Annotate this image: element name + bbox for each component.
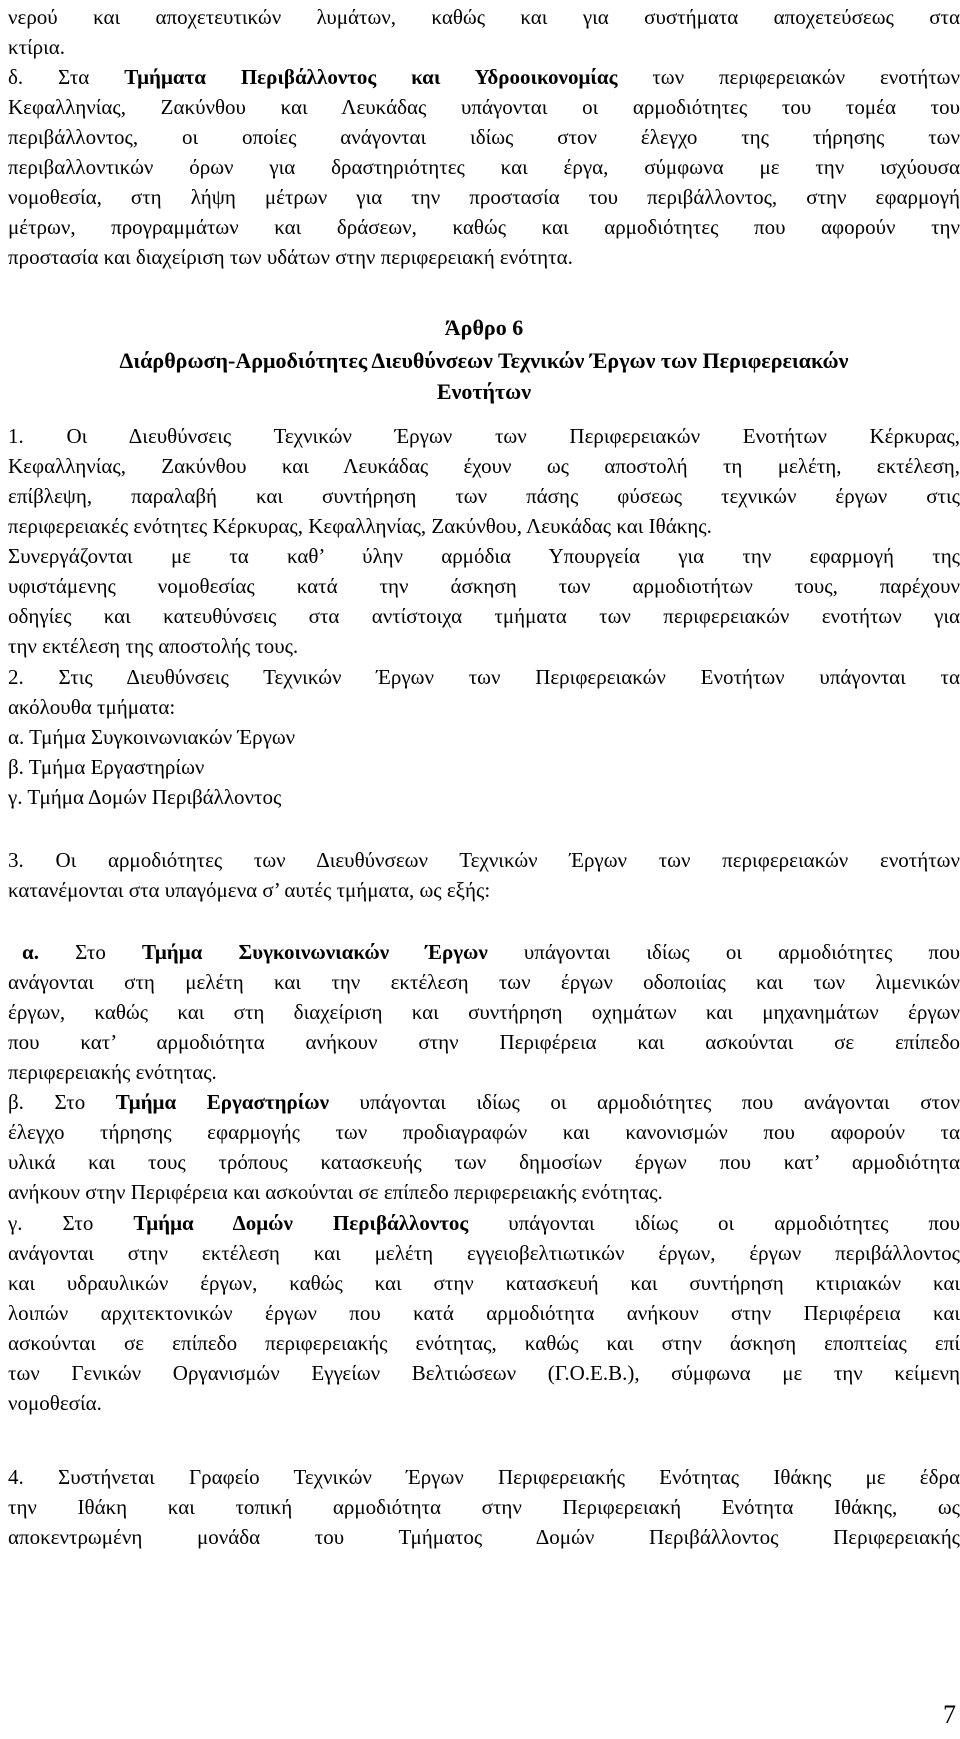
paragraph-line: κατανέμονται στα υπαγόμενα σ’ αυτές τμήματα, ως εξής: [8,878,491,902]
paragraph-line: β. Στο Τμήμα Εργαστηρίων υπάγονται ιδίως οι αρμοδιότητες που ανάγονται στον [8,1090,960,1114]
list-item: β. Τμήμα Εργαστηρίων [8,755,205,779]
paragraph-line: ασκούνται σε επίπεδο περιφερειακής ενότητας, καθώς και στην άσκηση εποπτείας επί [8,1331,960,1355]
paragraph-line: 4. Συστήνεται Γραφείο Τεχνικών Έργων Περιφερειακής Ενότητας Ιθάκης με έδρα [8,1465,960,1489]
paragraph-line: νερού και αποχετευτικών λυμάτων, καθώς και για συστήματα αποχετεύσεως στα [8,5,960,29]
paragraph-line: περιφερειακής ενότητας. [8,1060,217,1084]
section-name: Τμήματα Περιβάλλοντος και Υδροοικονομίας [124,65,618,89]
article-title: Ενοτήτων [436,379,532,404]
paragraph-line: νομοθεσία. [8,1391,102,1415]
paragraph-line: λοιπών αρχιτεκτονικών έργων που κατά αρμοδιότητα ανήκουν στην Περιφέρεια και [8,1301,960,1325]
paragraph-line: την εκτέλεση της αποστολής τους. [8,634,299,658]
paragraph-line: Κεφαλληνίας, Ζακύνθου και Λευκάδας υπάγονται οι αρμοδιότητες του τομέα του [8,95,960,119]
page-number: 7 [943,1700,956,1729]
paragraph-line: αποκεντρωμένη μονάδα του Τμήματος Δομών Περιβάλλοντος Περιφερειακής [8,1525,960,1549]
paragraph-line: Συνεργάζονται με τα καθ’ ύλην αρμόδια Υπουργεία για την εφαρμογή της [8,544,960,568]
paragraph-line: και υδραυλικών έργων, καθώς και στην κατασκευή και συντήρηση κτιριακών και [8,1271,960,1295]
paragraph-line: των Γενικών Οργανισμών Εγγείων Βελτιώσεων (Γ.Ο.Ε.Β.), σύμφωνα με την κείμενη [8,1361,960,1385]
paragraph-line: την Ιθάκη και τοπική αρμοδιότητα στην Περιφερειακή Ενότητα Ιθάκης, ως [8,1495,960,1519]
paragraph-line: επίβλεψη, παραλαβή και συντήρηση των πάσης φύσεως τεχνικών έργων στις [8,484,960,508]
paragraph-line: περιβάλλοντος, οι οποίες ανάγονται ιδίως στον έλεγχο της τήρησης των [8,125,960,149]
paragraph-line: ακόλουθα τμήματα: [8,695,176,719]
paragraph-line: 2. Στις Διευθύνσεις Τεχνικών Έργων των Περιφερειακών Ενοτήτων υπάγονται τα [8,665,960,689]
paragraph-line: περιβαλλοντικών όρων για δραστηριότητες και έργα, σύμφωνα με την ισχύουσα [8,155,960,179]
paragraph-line: 1. Οι Διευθύνσεις Τεχνικών Έργων των Περιφερειακών Ενοτήτων Κέρκυρας, [8,424,960,448]
paragraph-line: α. Στο Τμήμα Συγκοινωνιακών Έργων υπάγονται ιδίως οι αρμοδιότητες που [22,940,960,964]
paragraph-line: ανάγονται στην εκτέλεση και μελέτη εγγειοβελτιωτικών έργων, έργων περιβάλλοντος [8,1241,960,1265]
paragraph-line: νομοθεσία, στη λήψη μέτρων για την προστασία του περιβάλλοντος, στην εφαρμογή [8,185,960,209]
paragraph-line: ανήκουν στην Περιφέρεια και ασκούνται σε επίπεδο περιφερειακής ενότητας. [8,1180,663,1204]
paragraph-line: δ. Στα Τμήματα Περιβάλλοντος και Υδροοικονομίας των περιφερειακών ενοτήτων [8,65,960,89]
paragraph-line: Κεφαλληνίας, Ζακύνθου και Λευκάδας έχουν ως αποστολή τη μελέτη, εκτέλεση, [8,454,960,478]
paragraph-line: προστασία και διαχείριση των υδάτων στην περιφερειακή ενότητα. [8,245,573,269]
paragraph-line: έλεγχο τήρησης εφαρμογής των προδιαγραφών και κανονισμών που αφορούν τα [8,1120,960,1144]
paragraph-line: υλικά και τους τρόπους κατασκευής των δημοσίων έργων που κατ’ αρμοδιότητα [8,1150,960,1174]
list-item: α. Τμήμα Συγκοινωνιακών Έργων [8,725,296,749]
paragraph-line: υφιστάμενης νομοθεσίας κατά την άσκηση των αρμοδιοτήτων τους, παρέχουν [8,574,960,598]
paragraph-line: 3. Οι αρμοδιότητες των Διευθύνσεων Τεχνικών Έργων των περιφερειακών ενοτήτων [8,848,960,872]
paragraph-line: μέτρων, προγραμμάτων και δράσεων, καθώς και αρμοδιότητες που αφορούν την [8,215,960,239]
article-title: Διάρθρωση-Αρμοδιότητες Διευθύνσεων Τεχνικών Έργων των Περιφερειακών [119,348,849,373]
article-number: Άρθρο 6 [444,315,524,340]
paragraph-line: έργων, καθώς και στη διαχείριση και συντήρηση οχημάτων και μηχανημάτων έργων [8,1000,960,1024]
section-name: Τμήμα Εργαστηρίων [115,1090,330,1114]
section-name: Τμήμα Δομών Περιβάλλοντος [133,1211,469,1235]
paragraph-line: ανάγονται στη μελέτη και την εκτέλεση των έργων οδοποιίας και των λιμενικών [8,970,960,994]
paragraph-line: κτίρια. [8,35,66,59]
paragraph-line: γ. Στο Τμήμα Δομών Περιβάλλοντος υπάγονται ιδίως οι αρμοδιότητες που [8,1211,960,1235]
section-name: Τμήμα Συγκοινωνιακών Έργων [141,940,488,964]
paragraph-line: περιφερειακές ενότητες Κέρκυρας, Κεφαλληνίας, Ζακύνθου, Λευκάδας και Ιθάκης. [8,514,712,538]
paragraph-line: που κατ’ αρμοδιότητα ανήκουν στην Περιφέρεια και ασκούνται σε επίπεδο [8,1030,960,1054]
list-item: γ. Τμήμα Δομών Περιβάλλοντος [8,785,282,809]
paragraph-line: οδηγίες και κατευθύνσεις στα αντίστοιχα τμήματα των περιφερειακών ενοτήτων για [8,604,960,628]
